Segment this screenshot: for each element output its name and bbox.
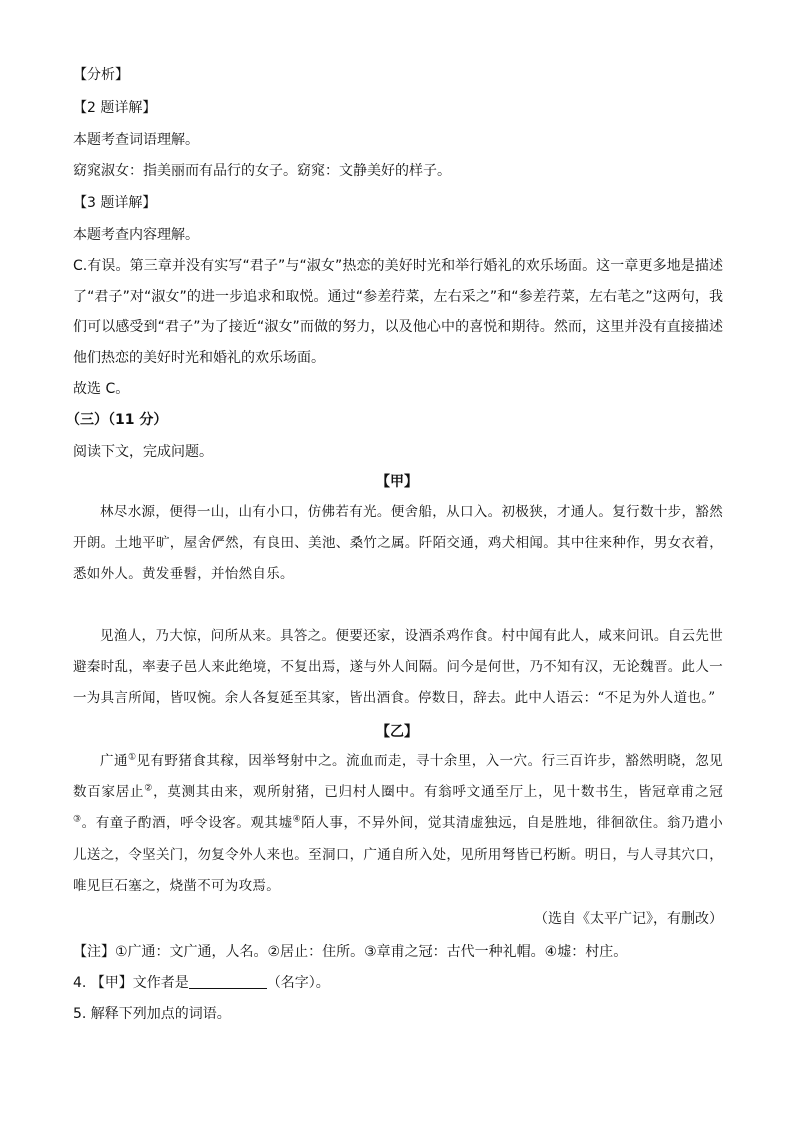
passage-jia-paragraph-1: 林尽水源，便得一山，山有小口，仿佛若有光。便舍船，从口入。初极狭，才通人。复行数十步，豁然开朗。土地平旷，屋舍俨然，有良田、美池、桑竹之属。阡陌交通，鸡犬相闻。其中往来种作，男女衣着，悉如外人。黄发垂髫，并怡然自乐。 (73, 504, 723, 583)
passage-yi-title: 【乙】 (376, 724, 418, 740)
question-4 (73, 974, 723, 992)
question-4-suffix: （名字）。 (266, 975, 330, 991)
answer-blank[interactable] (189, 974, 267, 989)
footnotes: 【注】①广通：文广通，人名。②居止：住所。③章甫之冠：古代一种礼帽。④墟：村庄。 (73, 944, 628, 960)
yi-text-4: 。有童子酌酒，呼令设客。观其墟 (81, 815, 293, 832)
footnote-marker-4: ④ (292, 814, 302, 825)
passage-jia-title: 【甲】 (376, 474, 418, 490)
question-5: 5. 解释下列加点的词语。 (73, 1006, 231, 1022)
passage-yi-paragraph (73, 746, 723, 902)
q2-explanation: 窈窕淑女：指美丽而有品行的女子。窈窕：文静美好的样子。 (73, 163, 451, 179)
yi-text-5: 陌人事，不异外间，觉其清虚独远，自是胜地，徘徊欲住。翁乃遣小儿送之，令坚关门，勿复令外人来也。至洞口，广通自所入处，见所用弩皆已朽断。明日，与人寻其穴口，唯见巨石塞之，烧凿不可为攻焉。 (73, 815, 724, 894)
footnote-marker-3: ③ (73, 814, 82, 825)
q3-heading: 【3 题详解】 (73, 195, 157, 211)
question-4-prompt: 4. 【甲】文作者是 (73, 975, 189, 991)
footnote-marker-2: ② (144, 783, 154, 794)
yi-text-1: 广通 (100, 753, 128, 769)
q2-intro: 本题考查词语理解。 (73, 132, 199, 148)
q3-explanation: C.有误。第三章并没有实写“君子”与“淑女”热恋的美好时光和举行婚礼的欢乐场面。这一章更多地是描述了“君子”对“淑女”的进一步追求和取悦。通过“参差荇菜，左右采之”和“参差荇菜，左右芼之”这两句，我们可以感受到“君子”为了接近“淑女”而做的努力，以及他心中的喜悦和期待。然而，这里并没有直接描述他们热恋的美好时光和婚礼的欢乐场面。 (73, 258, 723, 366)
section-instruction: 阅读下文，完成问题。 (73, 444, 213, 460)
q3-answer: 故选 C。 (73, 381, 130, 397)
analysis-heading: 【分析】 (73, 67, 129, 83)
yi-text-3: ，莫测其由来，观所射猪，已归村人圈中。有翁呼文通至厅上，见十数书生，皆冠章甫之冠 (153, 784, 723, 801)
yi-text-2: 见有野猪食其稼，因举弩射中之。流血而走，寻十余里，入一穴。行三百许步，豁然明晓，忽见数百家居止 (73, 753, 723, 801)
passage-yi-source: （选自《太平广记》，有删改） (534, 911, 723, 927)
passage-jia-paragraph-2: 见渔人，乃大惊，问所从来。具答之。便要还家，设酒杀鸡作食。村中闻有此人，咸来问讯。自云先世避秦时乱，率妻子邑人来此绝境，不复出焉，遂与外人间隔。问今是何世，乃不知有汉，无论魏晋。此人一一为具言所闻，皆叹惋。余人各复延至其家，皆出酒食。停数日，辞去。此中人语云：“不足为外人道也。” (73, 628, 723, 707)
q2-heading: 【2 题详解】 (73, 100, 157, 116)
footnote-marker-1: ① (127, 752, 137, 763)
q3-intro: 本题考查内容理解。 (73, 227, 199, 243)
section-heading: （三）（11 分） (66, 412, 168, 428)
